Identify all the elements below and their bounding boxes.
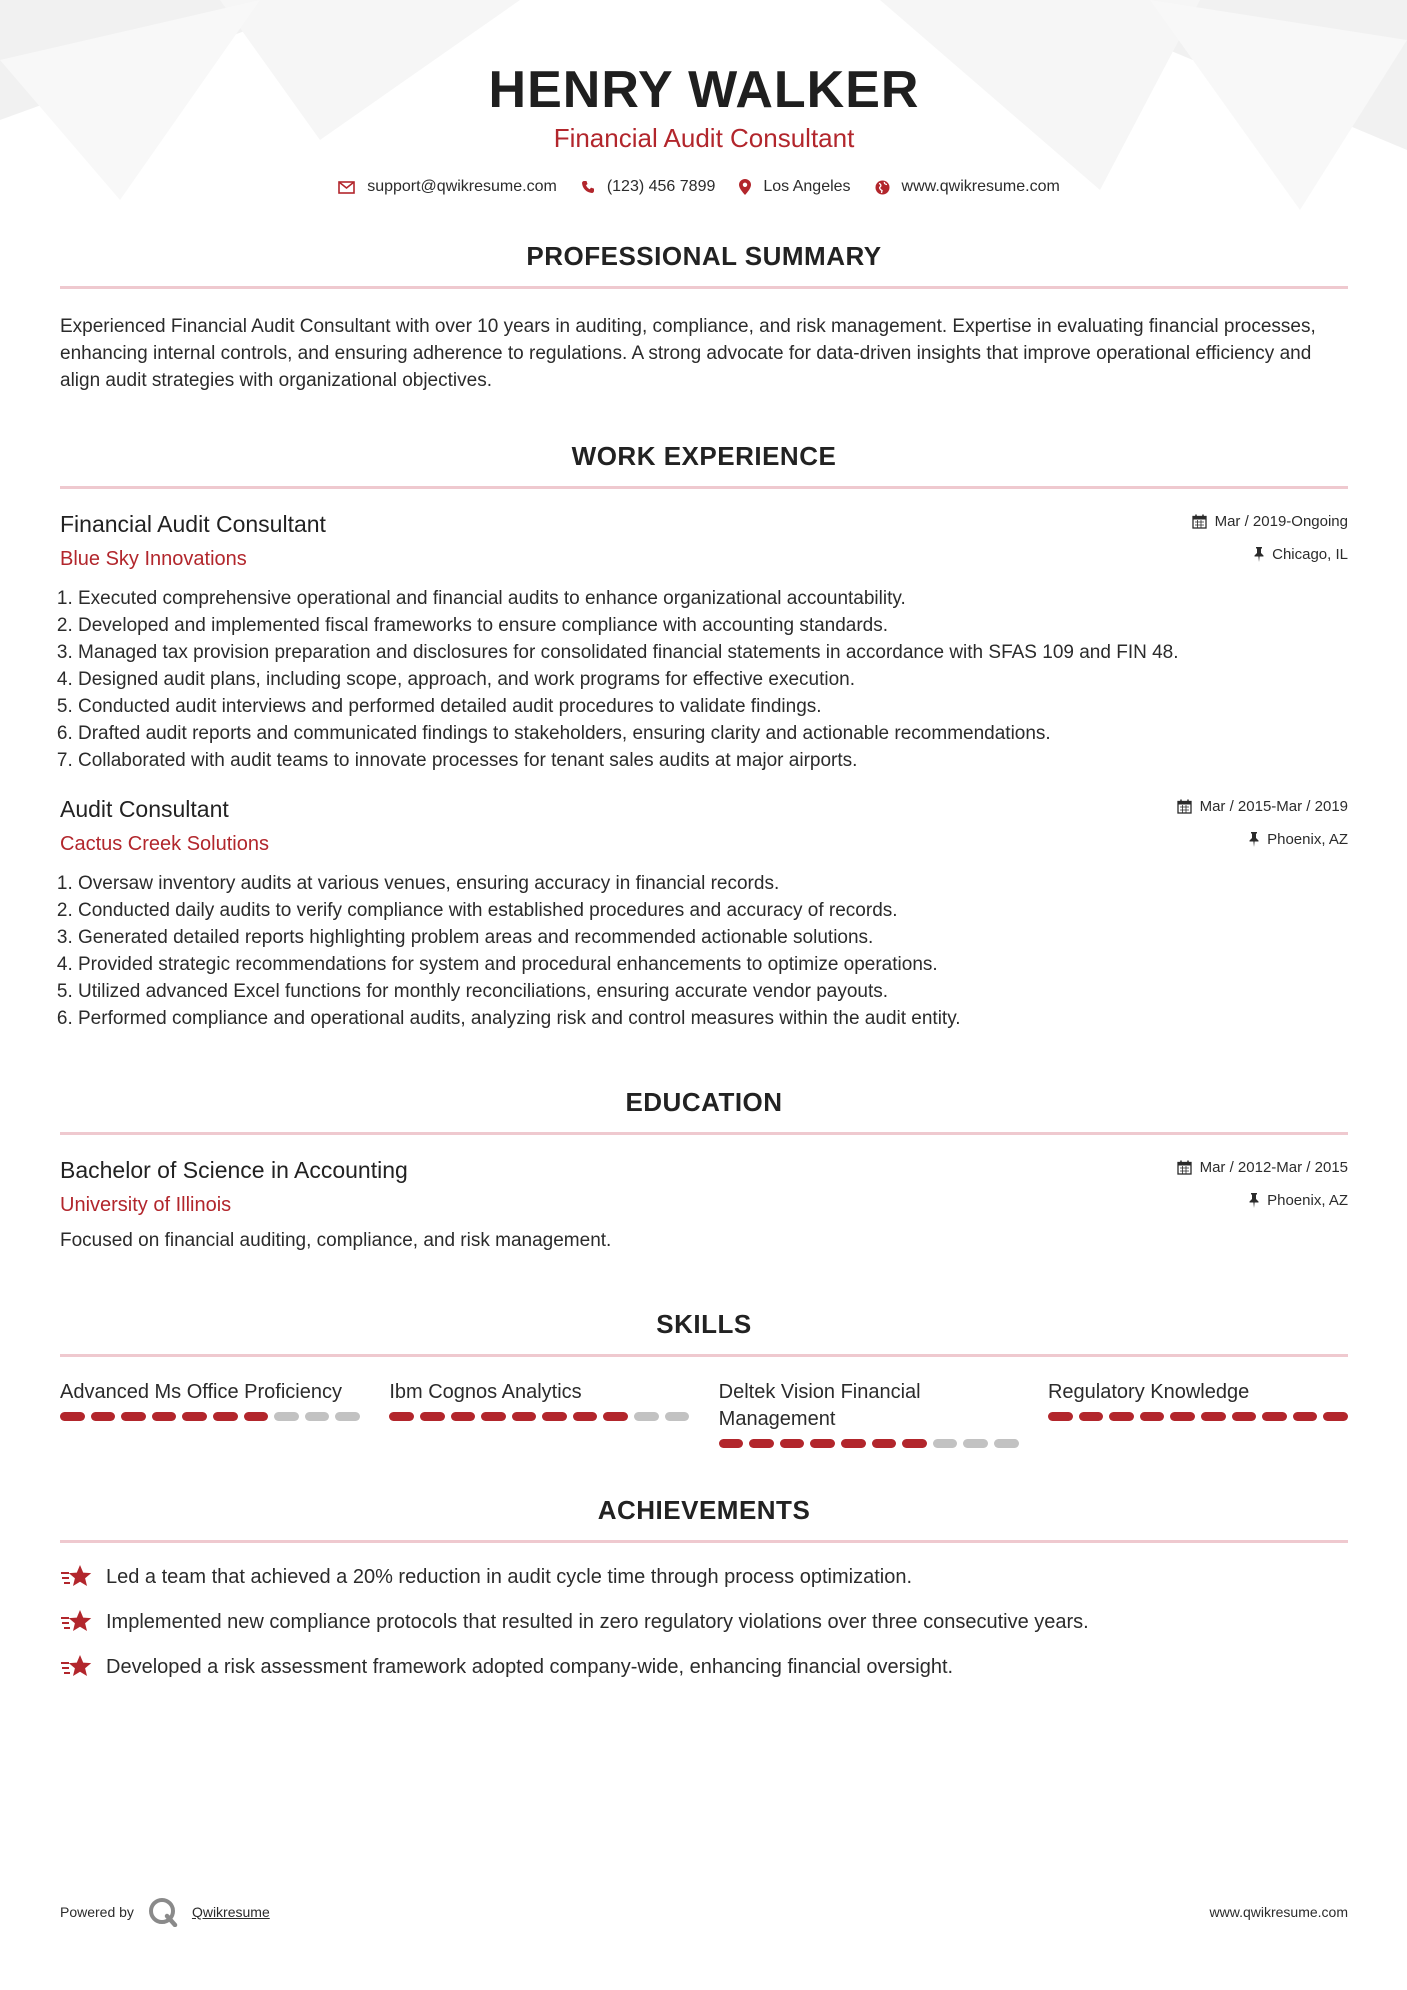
qwikresume-link[interactable]: Qwikresume: [191, 1904, 270, 1920]
job-bullet: 2. Conducted daily audits to verify compliance with established procedures and accuracy of records.: [78, 897, 1348, 924]
skill-dot-filled: [152, 1412, 177, 1421]
skill-name: Advanced Ms Office Proficiency: [60, 1381, 342, 1403]
job-location: [1177, 827, 1348, 851]
candidate-name: HENRY WALKER: [488, 61, 920, 119]
job-bullet: 2. Developed and implemented fiscal frameworks to ensure compliance with accounting standards.: [78, 612, 1348, 639]
skill-dot-filled: [902, 1439, 927, 1448]
job-bullet: 4. Provided strategic recommendations for system and procedural enhancements to optimize operations.: [78, 951, 1348, 978]
summary-section: [60, 240, 1348, 394]
skill-dot-filled: [481, 1412, 506, 1421]
job-bullet: 7. Collaborated with audit teams to innovate processes for tenant sales audits at major airports.: [78, 747, 1348, 774]
powered-by-label: Powered by: [60, 1904, 134, 1920]
education-location-text: Phoenix, AZ: [1267, 1191, 1348, 1209]
skill-item: [719, 1379, 1019, 1448]
education-meta: [1177, 1155, 1348, 1212]
map-pin-icon: [739, 179, 751, 195]
job-entry-titles: [60, 509, 326, 573]
skill-dot-empty: [634, 1412, 659, 1421]
achievements-heading: ACHIEVEMENTS: [597, 1495, 811, 1525]
summary-heading: PROFESSIONAL SUMMARY: [526, 241, 882, 271]
skill-item: [60, 1379, 360, 1448]
education-school: University of Illinois: [60, 1194, 232, 1216]
skill-dot-filled: [1109, 1412, 1134, 1421]
skill-rating: [389, 1412, 689, 1421]
skill-dot-empty: [305, 1412, 330, 1421]
skill-dot-filled: [182, 1412, 207, 1421]
skill-dot-filled: [1079, 1412, 1104, 1421]
skill-dot-filled: [512, 1412, 537, 1421]
job-entry: [60, 509, 1348, 774]
education-entry: [60, 1155, 1348, 1254]
experience-section: [60, 440, 1348, 1032]
education-description: Focused on financial auditing, compliance, and risk management.: [60, 1230, 612, 1251]
section-divider: [60, 486, 1348, 489]
job-company: Cactus Creek Solutions: [60, 833, 269, 855]
achievement-item: [60, 1608, 1348, 1636]
job-dates-text: Mar / 2015-Mar / 2019: [1199, 797, 1348, 815]
education-dates-text: Mar / 2012-Mar / 2015: [1199, 1158, 1348, 1176]
education-degree: Bachelor of Science in Accounting: [60, 1157, 408, 1183]
skill-dot-filled: [91, 1412, 116, 1421]
skill-dot-filled: [542, 1412, 567, 1421]
skill-dot-filled: [810, 1439, 835, 1448]
pushpin-icon: [1249, 1193, 1259, 1208]
page-footer: [60, 1897, 1348, 1927]
skill-name: Ibm Cognos Analytics: [389, 1381, 582, 1403]
education-dates: [1177, 1155, 1348, 1179]
qwikresume-logo-icon: [148, 1897, 178, 1927]
job-bullet: 3. Generated detailed reports highlighting problem areas and recommended actionable solutions.: [78, 924, 1348, 951]
contact-location-text: Los Angeles: [763, 178, 851, 195]
job-bullet: 6. Performed compliance and operational audits, analyzing risk and control measures within the audit entity.: [78, 1005, 1348, 1032]
job-bullet-list: [60, 585, 1348, 774]
skills-grid: [60, 1379, 1348, 1448]
calendar-icon: [1192, 514, 1207, 529]
star-icon: [60, 1609, 92, 1635]
skill-dot-filled: [1293, 1412, 1318, 1421]
skill-name: Deltek Vision Financial Management: [718, 1381, 921, 1430]
globe-icon: [875, 180, 890, 195]
experience-heading: WORK EXPERIENCE: [571, 441, 837, 471]
job-bullet-list: [60, 870, 1348, 1032]
job-bullet: 3. Managed tax provision preparation and disclosures for consolidated financial statements in accordance with SFAS 109 and FIN 48.: [78, 639, 1348, 666]
contact-email-text: support@qwikresume.com: [367, 178, 557, 195]
achievement-item: [60, 1563, 1348, 1591]
achievements-section: [60, 1494, 1348, 1681]
contact-website[interactable]: [875, 178, 1060, 196]
skill-rating: [60, 1412, 360, 1421]
skill-dot-filled: [389, 1412, 414, 1421]
achievement-item: [60, 1653, 1348, 1681]
job-bullet: 6. Drafted audit reports and communicated findings to stakeholders, ensuring clarity and actionable recommendations.: [78, 720, 1348, 747]
skill-dot-filled: [213, 1412, 238, 1421]
skills-section: [60, 1308, 1348, 1448]
envelope-icon: [338, 181, 355, 194]
job-entry-header: [60, 509, 1348, 573]
summary-text: Experienced Financial Audit Consultant with over 10 years in auditing, compliance, and risk management. Expertise in evaluating financial processes, enhancing internal controls, and ensuring adherence to regulations. A strong advocate for data-driven insights that improve operational efficiency and align audit strategies with organizational objectives.: [60, 316, 1316, 391]
job-bullet: 1. Executed comprehensive operational and financial audits to enhance organizational accountability.: [78, 585, 1348, 612]
resume-header: [60, 0, 1348, 196]
skill-dot-empty: [994, 1439, 1019, 1448]
achievement-text: Developed a risk assessment framework adopted company-wide, enhancing financial oversight.: [106, 1656, 954, 1678]
skill-rating: [1048, 1412, 1348, 1421]
job-role: Audit Consultant: [60, 796, 229, 822]
pushpin-icon: [1254, 547, 1264, 562]
achievement-list: [60, 1563, 1348, 1681]
skill-dot-filled: [1170, 1412, 1195, 1421]
star-icon: [60, 1564, 92, 1590]
achievement-text: Led a team that achieved a 20% reduction in audit cycle time through process optimization.: [106, 1566, 913, 1588]
job-bullet: 5. Utilized advanced Excel functions for monthly reconciliations, ensuring accurate vendor payouts.: [78, 978, 1348, 1005]
contact-phone[interactable]: [581, 178, 716, 196]
contact-bar: [60, 178, 1348, 196]
star-icon: [60, 1654, 92, 1680]
job-location-text: Chicago, IL: [1272, 545, 1348, 563]
section-divider: [60, 1540, 1348, 1543]
skill-dot-filled: [780, 1439, 805, 1448]
skill-dot-filled: [420, 1412, 445, 1421]
skill-item: [1048, 1379, 1348, 1448]
skill-dot-empty: [933, 1439, 958, 1448]
skill-rating: [719, 1439, 1019, 1448]
section-divider: [60, 1354, 1348, 1357]
skill-dot-empty: [963, 1439, 988, 1448]
contact-email[interactable]: [338, 178, 557, 196]
skill-dot-filled: [603, 1412, 628, 1421]
education-heading: EDUCATION: [625, 1087, 783, 1117]
skill-dot-filled: [872, 1439, 897, 1448]
education-entry-header: [60, 1155, 1348, 1219]
skill-dot-empty: [335, 1412, 360, 1421]
job-company: Blue Sky Innovations: [60, 548, 247, 570]
skill-dot-filled: [1262, 1412, 1287, 1421]
section-divider: [60, 1132, 1348, 1135]
skill-dot-empty: [274, 1412, 299, 1421]
footer-website[interactable]: www.qwikresume.com: [1209, 1904, 1348, 1920]
calendar-icon: [1177, 799, 1192, 814]
skill-dot-filled: [60, 1412, 85, 1421]
skill-dot-filled: [1323, 1412, 1348, 1421]
job-meta: [1177, 794, 1348, 851]
education-entry-titles: [60, 1155, 408, 1219]
phone-icon: [581, 180, 595, 194]
job-dates: [1177, 794, 1348, 818]
skill-dot-filled: [121, 1412, 146, 1421]
resume-page: [60, 0, 1348, 1698]
job-bullet: 5. Conducted audit interviews and performed detailed audit procedures to validate findings.: [78, 693, 1348, 720]
job-entry-titles: [60, 794, 269, 858]
candidate-title: Financial Audit Consultant: [553, 123, 855, 153]
contact-phone-text: (123) 456 7899: [606, 178, 716, 195]
skill-item: [389, 1379, 689, 1448]
job-location: [1192, 542, 1348, 566]
skill-dot-filled: [749, 1439, 774, 1448]
calendar-icon: [1177, 1160, 1192, 1175]
pushpin-icon: [1249, 832, 1259, 847]
skill-dot-filled: [244, 1412, 269, 1421]
job-bullet: 1. Oversaw inventory audits at various venues, ensuring accuracy in financial records.: [78, 870, 1348, 897]
job-entry: [60, 794, 1348, 1032]
skill-dot-filled: [451, 1412, 476, 1421]
job-meta: [1192, 509, 1348, 566]
skill-name: Regulatory Knowledge: [1047, 1381, 1250, 1403]
contact-location: [739, 178, 850, 196]
footer-branding: [60, 1897, 270, 1927]
skill-dot-filled: [719, 1439, 744, 1448]
section-divider: [60, 286, 1348, 289]
skill-dot-filled: [1140, 1412, 1165, 1421]
education-location: [1177, 1188, 1348, 1212]
contact-website-text: www.qwikresume.com: [901, 178, 1060, 195]
job-entry-header: [60, 794, 1348, 858]
education-section: [60, 1086, 1348, 1254]
skill-dot-filled: [1048, 1412, 1073, 1421]
job-role: Financial Audit Consultant: [60, 511, 326, 537]
job-dates: [1192, 509, 1348, 533]
skill-dot-empty: [665, 1412, 690, 1421]
achievement-text: Implemented new compliance protocols that resulted in zero regulatory violations over three consecutive years.: [106, 1611, 1089, 1633]
skill-dot-filled: [573, 1412, 598, 1421]
skills-heading: SKILLS: [656, 1309, 752, 1339]
job-location-text: Phoenix, AZ: [1267, 830, 1348, 848]
skill-dot-filled: [1232, 1412, 1257, 1421]
job-dates-text: Mar / 2019-Ongoing: [1214, 512, 1348, 530]
skill-dot-filled: [841, 1439, 866, 1448]
skill-dot-filled: [1201, 1412, 1226, 1421]
job-bullet: 4. Designed audit plans, including scope, approach, and work programs for effective execution.: [78, 666, 1348, 693]
